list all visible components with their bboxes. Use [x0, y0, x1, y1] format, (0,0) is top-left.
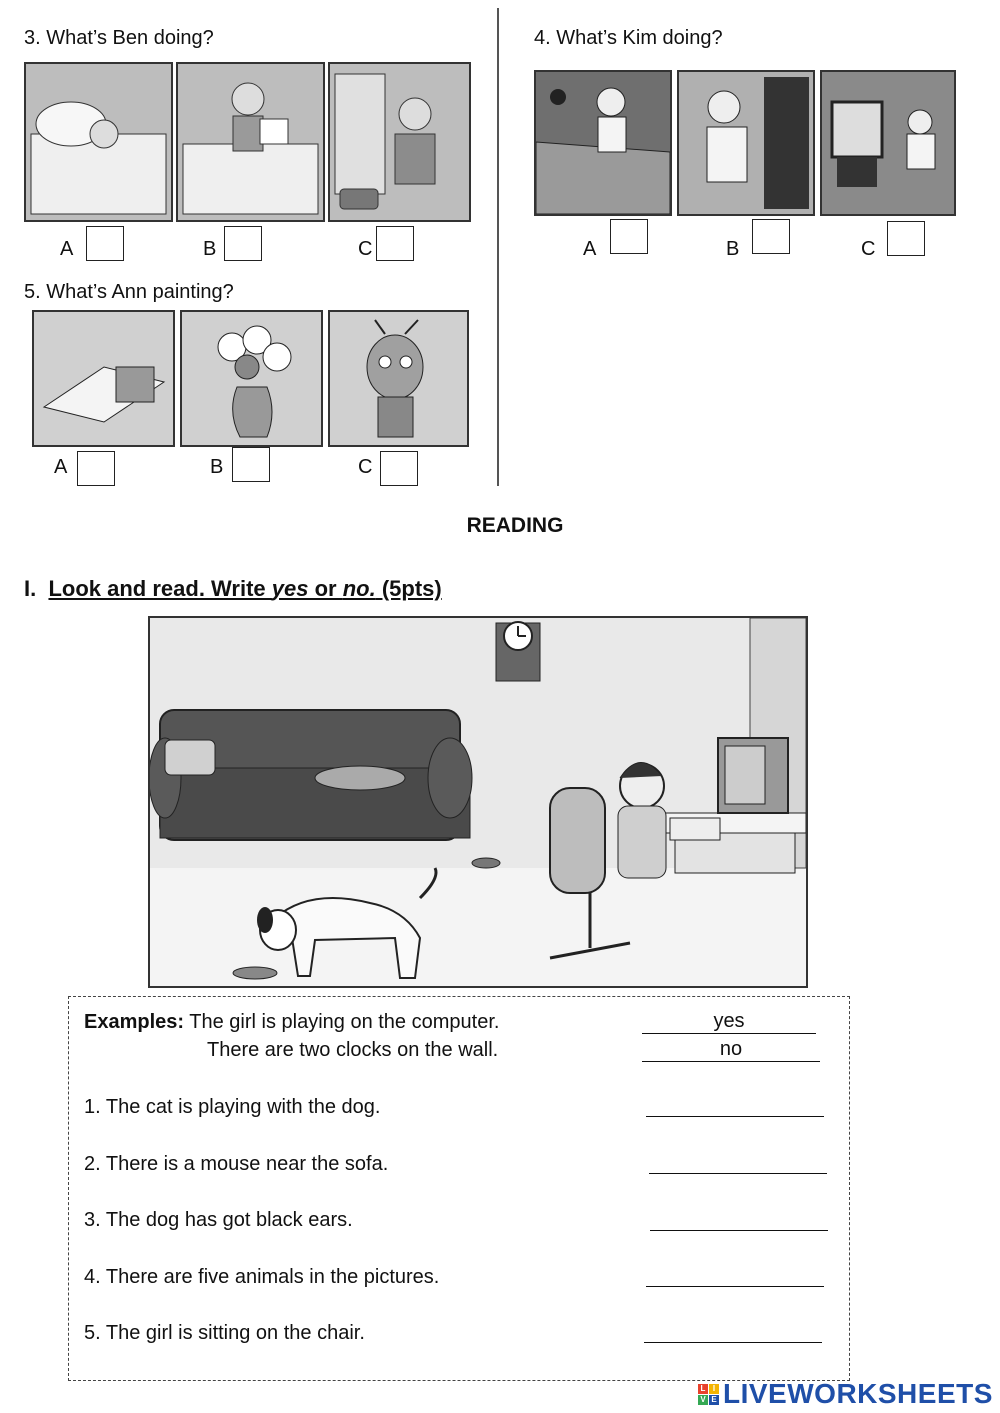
- logo-mark-e: E: [709, 1395, 719, 1405]
- q4-option-c-label: C: [861, 238, 876, 260]
- ben-sleeping-picture: [24, 62, 173, 222]
- kim-table-tennis-picture: [534, 70, 672, 216]
- task-points: (5pts): [375, 576, 442, 601]
- answer-blank-3[interactable]: [650, 1230, 828, 1231]
- statement-4: 4. There are five animals in the pictures.: [84, 1266, 440, 1288]
- example-1-text: The girl is playing on the computer.: [189, 1011, 500, 1033]
- question-3-title: 3. What’s Ben doing?: [24, 27, 214, 49]
- logo-mark-l: L: [698, 1384, 708, 1394]
- q4-option-a-label: A: [583, 238, 597, 260]
- ben-playing-picture: [328, 62, 471, 222]
- ann-alien-picture: [328, 310, 469, 447]
- kim-piano-picture: [677, 70, 815, 216]
- q3-option-c-checkbox[interactable]: [376, 226, 414, 261]
- q3-option-b-checkbox[interactable]: [224, 226, 262, 261]
- q3-option-c-label: C: [358, 238, 373, 260]
- q3-option-a-label: A: [60, 238, 74, 260]
- logo-mark-i: I: [709, 1384, 719, 1394]
- ann-book-picture: [32, 310, 175, 447]
- question-5-title: 5. What’s Ann painting?: [24, 281, 234, 303]
- examples-label: Examples:: [84, 1011, 185, 1033]
- column-divider: [497, 8, 499, 486]
- example-row-1: [84, 1011, 499, 1034]
- q4-option-a-checkbox[interactable]: [610, 219, 648, 254]
- answer-blank-5[interactable]: [644, 1342, 822, 1343]
- q4-option-b-label: B: [726, 238, 740, 260]
- task-text-part1: Look and read. Write: [48, 576, 272, 601]
- q5-option-a-label: A: [54, 456, 68, 478]
- statement-3: 3. The dog has got black ears.: [84, 1209, 353, 1231]
- example-2-answer: no: [642, 1039, 820, 1062]
- q3-option-a-checkbox[interactable]: [86, 226, 124, 261]
- answer-blank-4[interactable]: [646, 1286, 824, 1287]
- statement-1: 1. The cat is playing with the dog.: [84, 1096, 381, 1118]
- ben-reading-picture: [176, 62, 325, 222]
- q5-option-b-label: B: [210, 456, 224, 478]
- liveworksheets-logo-text: LIVEWORKSHEETS: [723, 1378, 993, 1409]
- logo-mark-v: V: [698, 1395, 708, 1405]
- q5-option-c-label: C: [358, 456, 373, 478]
- q5-option-c-checkbox[interactable]: [380, 451, 418, 486]
- ann-flowers-picture: [180, 310, 323, 447]
- task-no-word: no.: [342, 576, 376, 601]
- statement-2: 2. There is a mouse near the sofa.: [84, 1153, 389, 1175]
- q4-option-c-checkbox[interactable]: [887, 221, 925, 256]
- section-heading: READING: [466, 514, 564, 537]
- q3-option-b-label: B: [203, 238, 217, 260]
- answer-blank-1[interactable]: [646, 1116, 824, 1117]
- example-1-answer: yes: [642, 1011, 816, 1034]
- q5-option-b-checkbox[interactable]: [232, 447, 270, 482]
- liveworksheets-logo-icon: [698, 1384, 719, 1405]
- q4-option-b-checkbox[interactable]: [752, 219, 790, 254]
- example-2-text: There are two clocks on the wall.: [207, 1039, 499, 1061]
- kim-watching-tv-picture: [820, 70, 956, 216]
- liveworksheets-logo: [698, 1378, 993, 1410]
- task-instruction: [24, 576, 442, 602]
- answer-blank-2[interactable]: [649, 1173, 827, 1174]
- statement-5: 5. The girl is sitting on the chair.: [84, 1322, 365, 1344]
- living-room-scene-picture: [148, 616, 808, 988]
- task-yes-word: yes: [271, 576, 309, 601]
- question-4-title: 4. What’s Kim doing?: [534, 27, 723, 49]
- q5-option-a-checkbox[interactable]: [77, 451, 115, 486]
- task-or-word: or: [308, 576, 343, 601]
- task-text: [48, 576, 441, 601]
- task-number: I.: [24, 576, 37, 601]
